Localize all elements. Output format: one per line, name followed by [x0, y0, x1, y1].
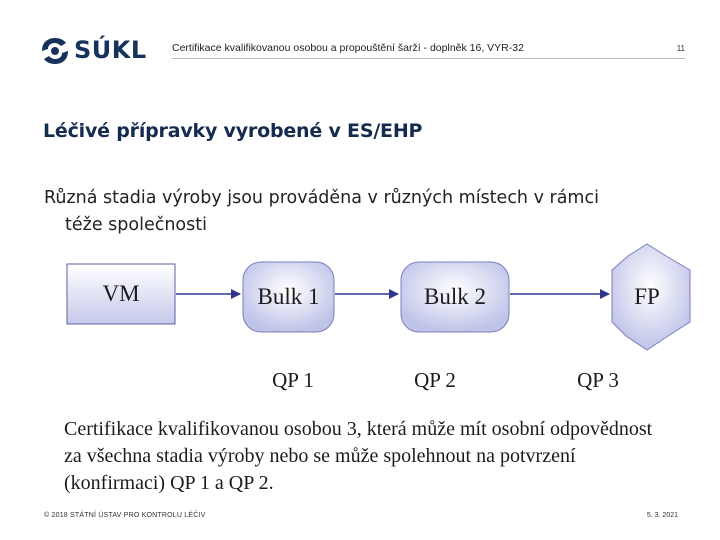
qp-label-2: QP 2 — [414, 368, 456, 392]
body-line-2: téže společnosti — [65, 215, 207, 235]
certification-note: Certifikace kvalifikovanou osobou 3, která může mít osobní odpovědnost za všechna stadia výroby nebo se může spolehnout na potvrzení (konfirmaci) QP 1 a QP 2. — [64, 418, 653, 494]
qp-label-3: QP 3 — [577, 368, 619, 392]
node-fp-label: FP — [634, 284, 660, 309]
footer-date: 5. 3. 2021 — [646, 512, 678, 519]
header-subtitle: Certifikace kvalifikovanou osobou a propouštění šarží - doplněk 16, VYR-32 — [172, 42, 524, 54]
node-bulk2-label: Bulk 2 — [424, 284, 486, 309]
qp-label-1: QP 1 — [272, 368, 314, 392]
footer-copyright: © 2018 STÁTNÍ ÚSTAV PRO KONTROLU LÉČIV — [44, 512, 206, 519]
slide-title: Léčivé přípravky vyrobené v ES/EHP — [43, 120, 423, 142]
page-number: 11 — [676, 44, 685, 53]
node-vm-label: VM — [102, 281, 140, 306]
body-line-1: Různá stadia výroby jsou prováděna v různých místech v rámci — [44, 188, 599, 208]
logo-text: SÚKL — [74, 36, 147, 64]
node-bulk1-label: Bulk 1 — [257, 284, 320, 309]
